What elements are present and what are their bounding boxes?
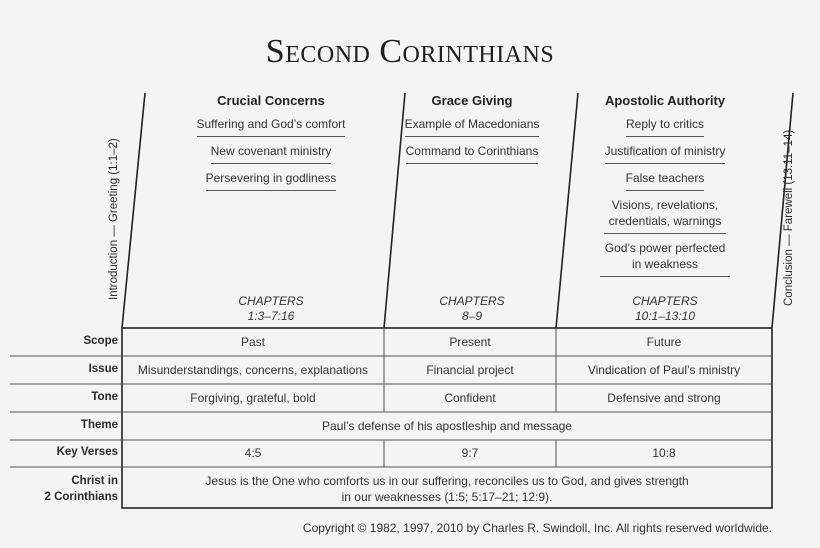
row-label-theme: Theme — [80, 419, 118, 431]
cell-key-verse-3: 10:8 — [652, 446, 676, 460]
copyright-notice: Copyright © 1982, 1997, 2010 by Charles R. Swindoll, Inc. All rights reserved worldwide. — [302, 521, 772, 535]
cell-theme: Paul’s defense of his apostleship and message — [322, 419, 572, 433]
introduction-label: Introduction — Greeting (1:1–2) — [108, 138, 120, 300]
section-item: Justification of ministry — [605, 141, 726, 164]
page-title: Second Corinthians — [265, 33, 555, 70]
section-item: New covenant ministry — [211, 141, 332, 164]
row-label-scope: Scope — [83, 335, 118, 347]
christ-text-line: in our weaknesses (1:5; 5:17–21; 12:9). — [341, 490, 553, 504]
chapters-label: CHAPTERS — [238, 294, 304, 308]
section-chapters — [160, 294, 382, 324]
christ-text-line: Jesus is the One who comforts us in our suffering, reconciles us to God, and gives strength — [205, 474, 689, 488]
section-item: Example of Macedonians — [405, 114, 540, 137]
section-item: Visions, revelations, credentials, warnings — [604, 195, 726, 234]
chapters-label: CHAPTERS — [439, 294, 505, 308]
cell-tone-3: Defensive and strong — [607, 391, 721, 405]
cell-key-verse-1: 4:5 — [244, 446, 262, 460]
label-line: Christ in — [71, 475, 118, 487]
cell-issue-3: Vindication of Paul’s ministry — [587, 363, 741, 377]
section-item: Reply to critics — [626, 114, 704, 137]
section-heading: Crucial Concerns — [217, 93, 325, 108]
row-label-key-verses: Key Verses — [56, 446, 118, 458]
cell-issue-1: Misunderstandings, concerns, explanations — [137, 363, 369, 377]
chapters-range: 10:1–13:10 — [634, 309, 696, 323]
section-item: Suffering and God’s comfort — [197, 114, 346, 137]
conclusion-label: Conclusion — Farewell (13:11–14) — [783, 129, 795, 306]
section-crucial-concerns — [160, 93, 382, 191]
cell-key-verse-2: 9:7 — [461, 446, 479, 460]
chapters-range: 8–9 — [461, 309, 483, 323]
chapters-label: CHAPTERS — [632, 294, 698, 308]
label-line: 2 Corinthians — [44, 491, 118, 503]
cell-tone-1: Forgiving, grateful, bold — [190, 391, 316, 405]
section-item: Persevering in godliness — [206, 168, 337, 191]
section-heading: Grace Giving — [431, 93, 513, 108]
section-item: False teachers — [626, 168, 705, 191]
cell-scope-future: Future — [646, 335, 682, 349]
cell-issue-2: Financial project — [426, 363, 514, 377]
chapters-range: 1:3–7:16 — [247, 309, 295, 323]
section-heading: Apostolic Authority — [604, 93, 726, 108]
section-item: Command to Corinthians — [406, 141, 539, 164]
cell-tone-2: Confident — [444, 391, 496, 405]
section-chapters — [590, 294, 740, 324]
row-label-christ-in — [45, 473, 118, 505]
cell-scope-past: Past — [240, 335, 265, 349]
section-chapters — [400, 294, 544, 324]
cell-christ-in — [122, 473, 772, 505]
section-item: God’s power perfected in weakness — [600, 238, 730, 277]
section-apostolic-authority — [590, 93, 740, 277]
cell-scope-present: Present — [449, 335, 491, 349]
row-label-issue: Issue — [88, 363, 118, 375]
row-label-tone: Tone — [91, 391, 118, 403]
section-grace-giving — [400, 93, 544, 164]
